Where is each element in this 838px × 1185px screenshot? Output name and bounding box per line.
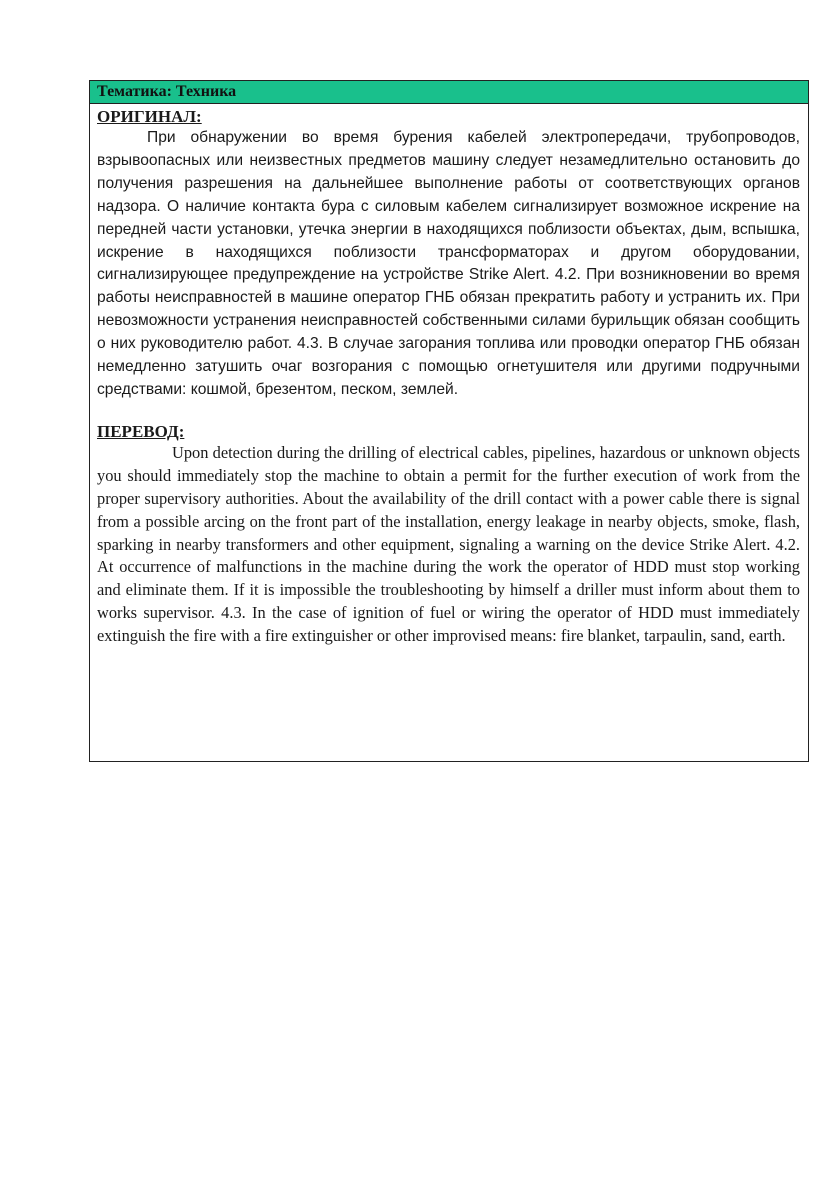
section-spacer [97, 402, 800, 421]
translation-card [89, 80, 809, 762]
original-text: При обнаружении во время бурения кабелей электропередачи, трубопроводов, взрывоопасных или неизвестных предметов машину следует незамедлительно остановить до получения разрешения на дальнейшее выполнение работы от соответствующих органов надзора. О наличие контакта бура с силовым кабелем сигнализирует возможное искрение на передней части установки, утечка энергии в находящихся поблизости объектах, дым, вспышка, искрение в находящихся поблизости трансформаторах и другом оборудовании, сигнализирующее предупреждение на устройстве Strike Alert. 4.2. При возникновении во время работы неисправностей в машине оператор ГНБ обязан прекратить работу и устранить их. При невозможности устранения неисправностей собственными силами бурильщик обязан сообщить о них руководителю работ. 4.3. В случае загорания топлива или проводки оператор ГНБ обязан немедленно затушить очаг возгорания с помощью огнетушителя или другими подручными средствами: кошмой, брезентом, песком, землей. [97, 129, 800, 398]
card-content [90, 104, 808, 648]
original-heading: ОРИГИНАЛ: [97, 107, 202, 126]
translation-text: Upon detection during the drilling of electrical cables, pipelines, hazardous or unknown objects you should immediately stop the machine to obtain a permit for the further execution of work from the proper supervisory authorities. About the availability of the drill contact with a power cable there is signal from a possible arcing on the front part of the installation, energy leakage in nearby objects, smoke, flash, sparking in nearby transformers and other equipment, signaling a warning on the device Strike Alert. 4.2. At occurrence of malfunctions in the machine during the work the operator of HDD must stop working and eliminate them. If it is impossible the troubleshooting by himself a driller must inform about them to works supervisor. 4.3. In the case of ignition of fuel or wiring the operator of HDD must immediately extinguish the fire with a fire extinguisher or other improvised means: fire blanket, tarpaulin, sand, earth. [97, 442, 800, 646]
topic-header: Тематика: Техника [90, 81, 808, 104]
translation-heading: ПЕРЕВОД: [97, 421, 185, 441]
